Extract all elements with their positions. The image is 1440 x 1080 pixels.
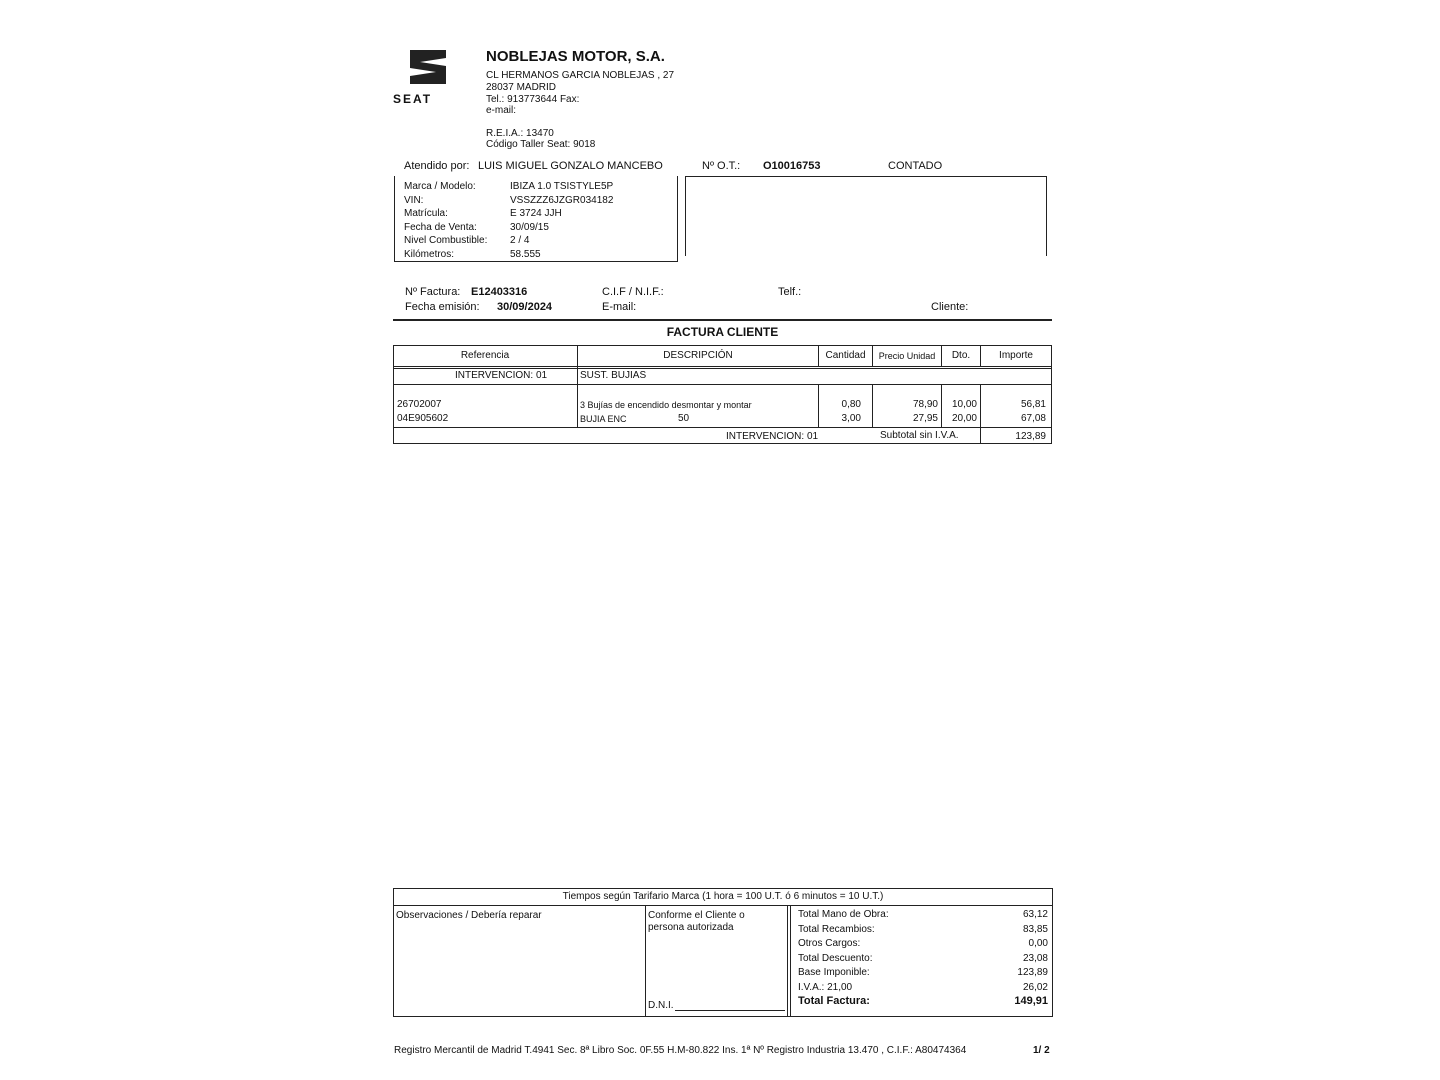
header-desc: DESCRIPCIÓN [663, 350, 733, 361]
total-label: Base Imponible: [798, 967, 870, 978]
footer-header-divider [393, 905, 1053, 906]
total-label: Total Recambios: [798, 923, 875, 935]
table-intervention-divider [393, 384, 1052, 385]
intervention-desc: SUST. BUJIAS [580, 370, 647, 381]
company-phone: Tel.: 913773644 Fax: [486, 94, 580, 105]
observations-label: Observaciones / Debería reparar [396, 910, 542, 921]
grand-total-label: Total Factura: [798, 995, 870, 1007]
company-reia: R.E.I.A.: 13470 [486, 128, 554, 139]
invoice-number-label: Nº Factura: [405, 286, 461, 298]
company-name: NOBLEJAS MOTOR, S.A. [486, 48, 665, 65]
tariff-note: Tiempos según Tarifario Marca (1 hora = 100 U.T. ó 6 minutos = 10 U.T.) [562, 891, 884, 902]
footer-col-divider-2 [787, 905, 788, 1017]
vehicle-field-value: 30/09/15 [510, 221, 549, 233]
item-desc: 3 Bujías de encendido desmontar y montar [580, 400, 752, 410]
item-desc: BUJIA ENC [580, 414, 627, 424]
vehicle-field-label: VIN: [404, 194, 424, 206]
registry-note: Registro Mercantil de Madrid T.4941 Sec. 8ª Libro Soc. 0F.55 H.M-80.822 Ins. 1ª Nº Registro Industria 13.470 , C.I.F.: A80474364 [394, 1045, 967, 1056]
dni-signature-line [675, 1010, 785, 1011]
total-label: Total Mano de Obra: [798, 909, 889, 920]
item-extra: 50 [678, 413, 690, 424]
invoice-date-value: 30/09/2024 [497, 301, 553, 313]
tel-label: Telf.: [778, 286, 802, 298]
subtotal-intervention: INTERVENCION: 01 [726, 431, 819, 442]
company-address-2: 28037 MADRID [486, 82, 557, 93]
vehicle-field-value: 2 / 4 [510, 235, 530, 246]
item-amount: 67,08 [1020, 413, 1046, 424]
company-email: e-mail: [486, 105, 517, 116]
vehicle-field-value: IBIZA 1.0 TSISTYLE5P [510, 181, 614, 192]
client-box [685, 176, 1047, 256]
footer-box [393, 888, 1053, 1017]
footer-col-divider-1 [645, 905, 646, 1017]
cif-label: C.I.F / N.I.F.: [602, 286, 664, 298]
conformity-line-1: Conforme el Cliente o [648, 910, 745, 921]
item-qty: 0,80 [841, 399, 861, 410]
header-ref: Referencia [460, 350, 510, 361]
header-qty: Cantidad [825, 350, 866, 361]
total-value: 83,85 [1022, 923, 1048, 935]
header-amount: Importe [999, 350, 1033, 361]
total-value: 63,12 [1022, 909, 1048, 920]
vehicle-field-label: Marca / Modelo: [404, 181, 476, 192]
total-value: 26,02 [1022, 981, 1048, 993]
table-header-divider [393, 366, 1052, 367]
item-price: 27,95 [912, 413, 938, 424]
col-divider-subtotal [980, 428, 981, 444]
invoice-title: FACTURA CLIENTE [666, 325, 779, 339]
company-address-1: CL HERMANOS GARCIA NOBLEJAS , 27 [486, 70, 675, 81]
total-label: I.V.A.: 21,00 [798, 981, 853, 993]
table-header-divider-2 [393, 368, 1052, 369]
footer-col-divider-3 [790, 905, 791, 1017]
client-label: Cliente: [931, 301, 969, 313]
item-dto: 20,00 [951, 413, 977, 424]
company-taller-code: Código Taller Seat: 9018 [486, 139, 596, 150]
total-value: 23,08 [1022, 952, 1048, 964]
attended-label: Atendido por: [404, 160, 470, 172]
header-price: Precio Unidad [878, 351, 936, 361]
total-value: 0,00 [1028, 938, 1048, 949]
vehicle-field-label: Matrícula: [404, 208, 448, 219]
item-amount: 56,81 [1020, 399, 1046, 410]
vehicle-field-label: Fecha de Venta: [404, 221, 477, 233]
brand-name: SEAT [393, 92, 433, 106]
vehicle-field-value: 58.555 [510, 248, 541, 260]
table-body-divider [393, 427, 1052, 428]
item-price: 78,90 [912, 399, 938, 410]
invoice-date-label: Fecha emisión: [405, 301, 480, 313]
ot-label: Nº O.T.: [702, 160, 741, 172]
ot-value: O10016753 [763, 160, 821, 172]
subtotal-label: Subtotal sin I.V.A. [880, 430, 959, 441]
page-number: 1/ 2 [1033, 1045, 1050, 1056]
header-dto: Dto. [951, 350, 971, 361]
total-label: Total Descuento: [798, 952, 873, 964]
item-ref: 04E905602 [397, 413, 449, 424]
vehicle-field-label: Kilómetros: [404, 248, 455, 260]
conformity-line-2: persona autorizada [648, 922, 734, 933]
item-qty: 3,00 [841, 413, 861, 424]
vehicle-field-value: VSSZZZ6JZGR034182 [510, 194, 614, 206]
grand-total-value: 149,91 [1014, 995, 1048, 1007]
dni-label: D.N.I. [648, 1000, 674, 1011]
email-label: E-mail: [602, 301, 637, 313]
total-label: Otros Cargos: [798, 938, 861, 949]
item-dto: 10,00 [951, 399, 977, 410]
seat-logo-icon [406, 48, 450, 86]
vehicle-field-label: Nivel Combustible: [404, 235, 488, 246]
intervention-label: INTERVENCION: 01 [455, 370, 548, 381]
vehicle-field-value: E 3724 JJH [510, 208, 562, 219]
invoice-number-value: E12403316 [471, 286, 528, 298]
total-value: 123,89 [1017, 967, 1048, 978]
subtotal-value: 123,89 [1015, 431, 1046, 442]
payment-type: CONTADO [888, 160, 943, 172]
title-divider [393, 319, 1052, 321]
attended-value: LUIS MIGUEL GONZALO MANCEBO [478, 160, 663, 172]
item-ref: 26702007 [397, 399, 442, 410]
